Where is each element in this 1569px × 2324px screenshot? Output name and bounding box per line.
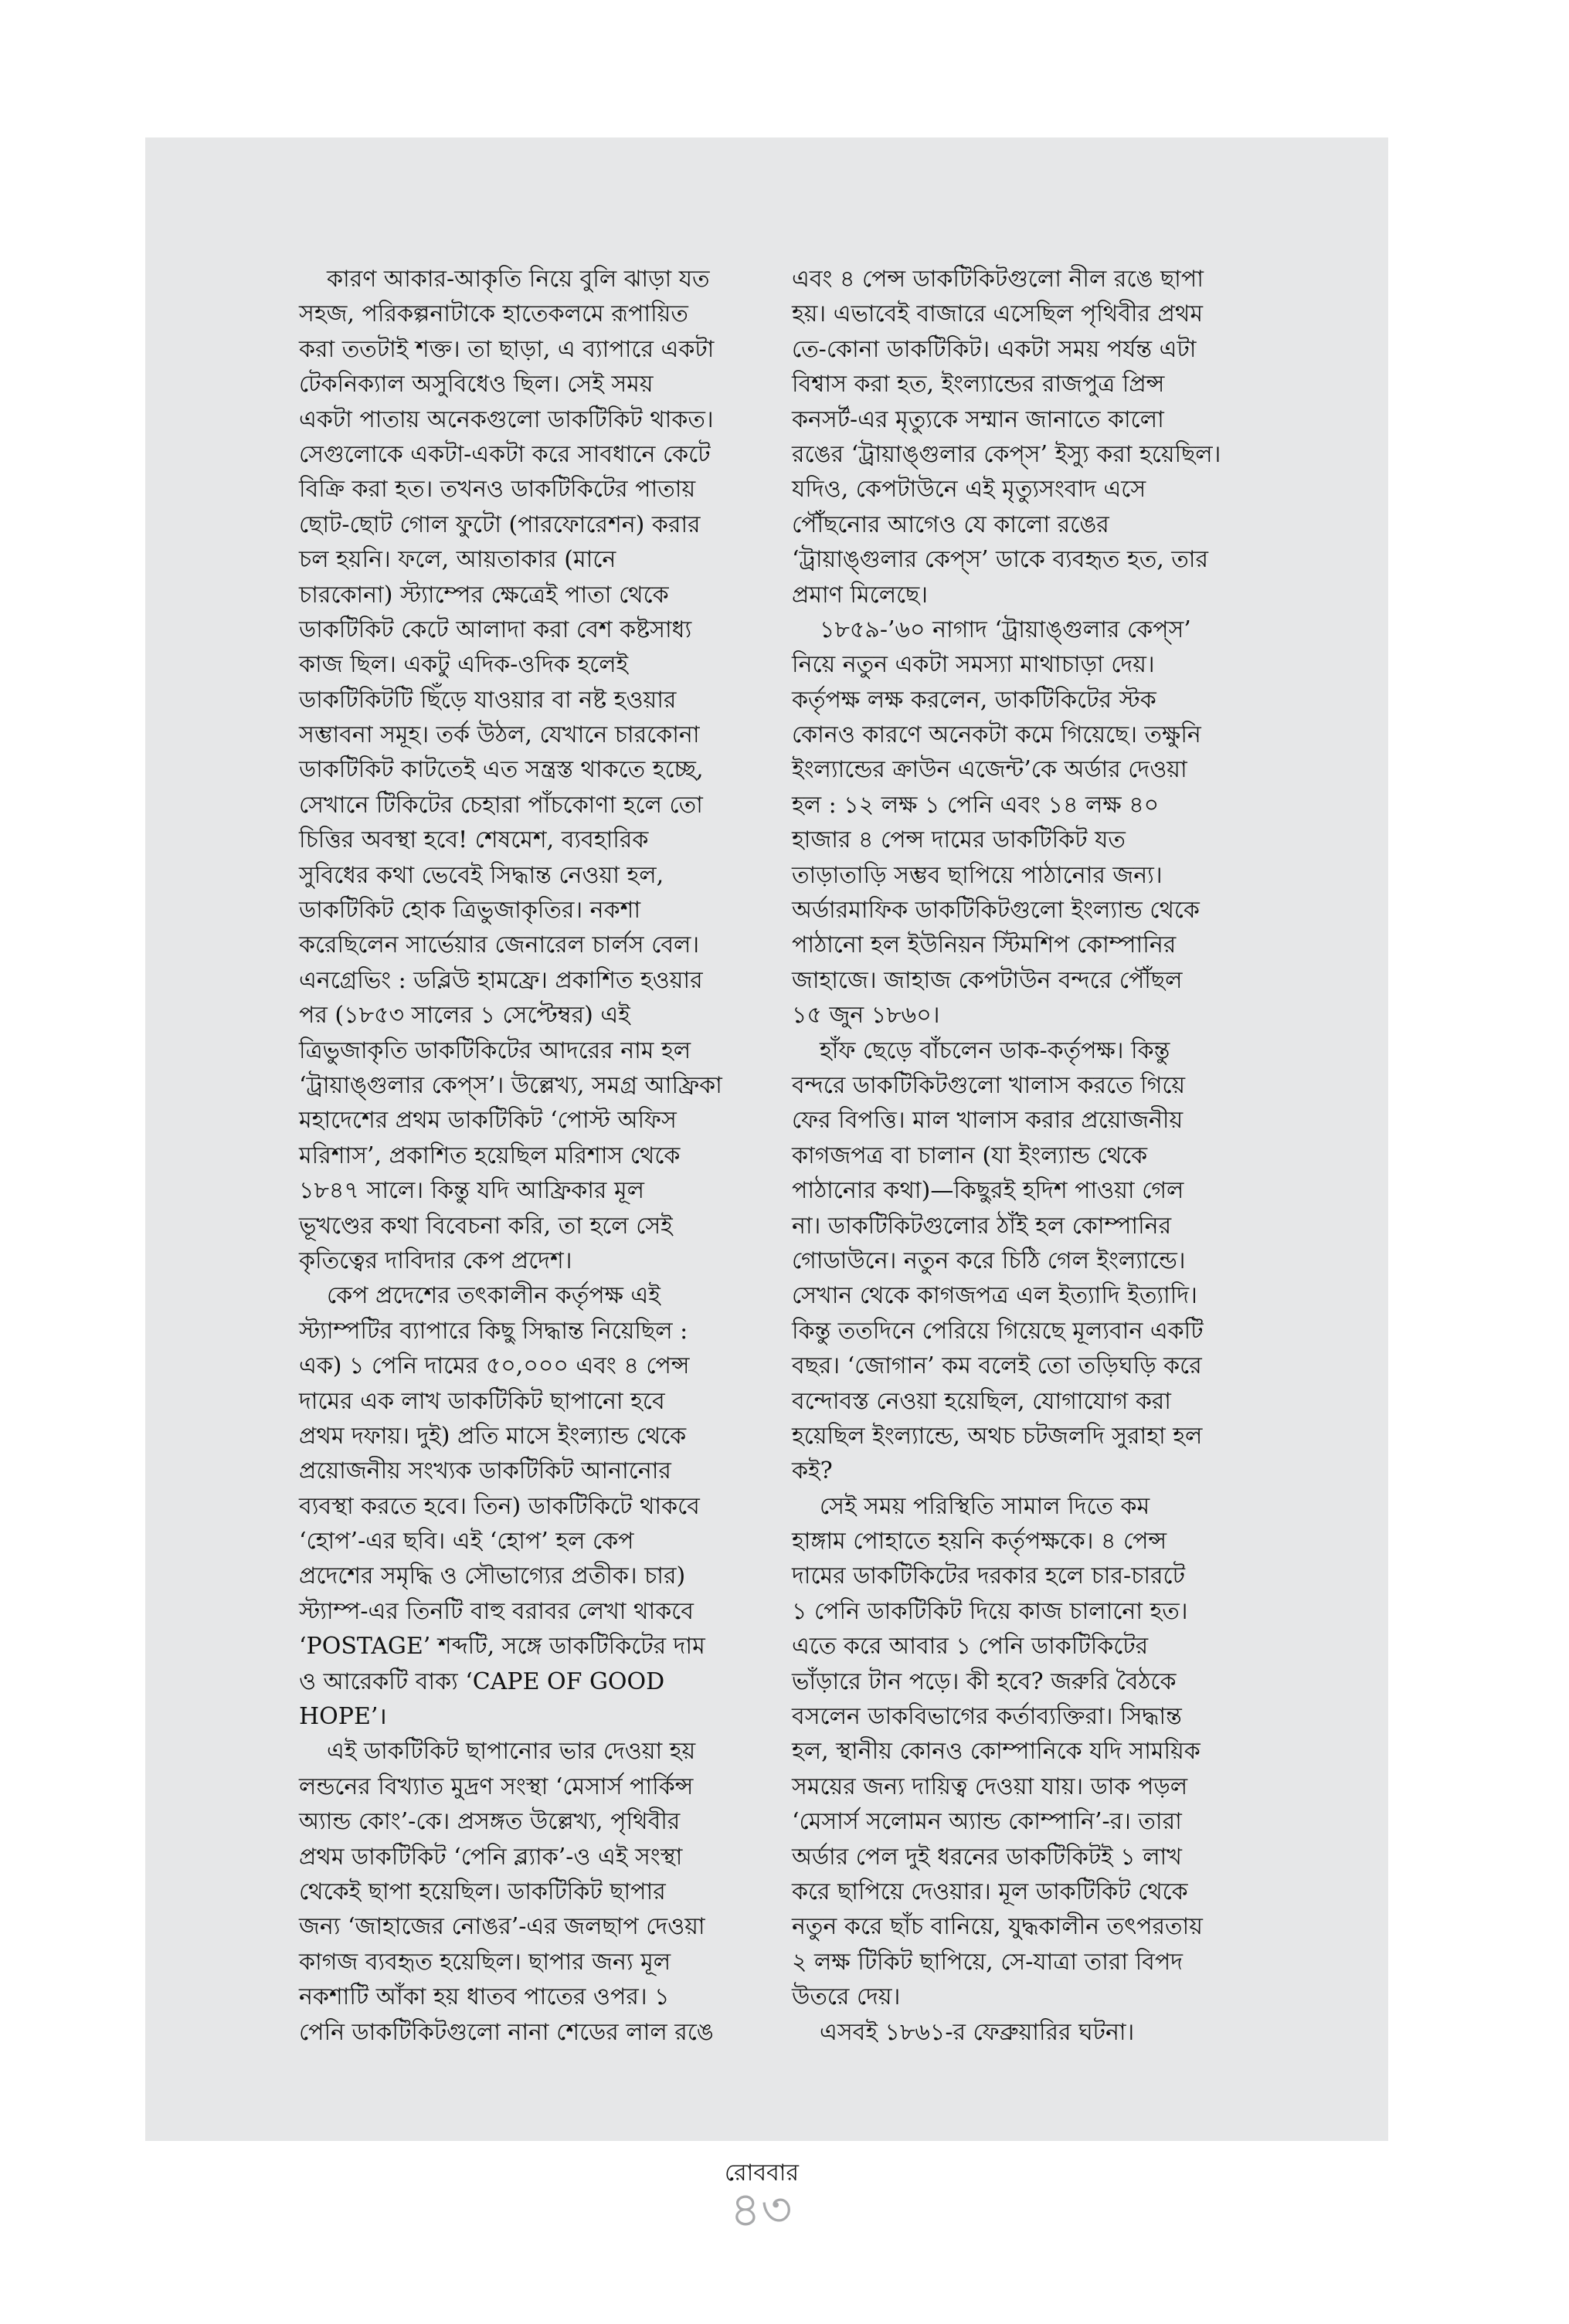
paragraph-first-line: হাঁফ ছেড়ে বাঁচলেন ডাক-কর্তৃপক্ষ। কিন্তু (820, 1036, 1170, 1064)
text-line: পাঠানোর কথা)—কিছুরই হদিশ পাওয়া গেল (792, 1177, 1184, 1205)
text-line: করা ততটাই শক্ত। তা ছাড়া, এ ব্যাপারে একটা (299, 335, 715, 363)
text-line: সুবিধের কথা ভেবেই সিদ্ধান্ত নেওয়া হল, (299, 861, 664, 889)
text-line: পেনি ডাকটিকিটগুলো নানা শেডের লাল রঙে (299, 2018, 714, 2046)
text-line: রঙের ‘ট্রায়াঙ্গুলার কেপ্‌স’ ইস্যু করা হয়েছিল। (792, 440, 1221, 468)
text-line: প্রয়োজনীয় সংখ্যক ডাকটিকিট আনানোর (299, 1457, 671, 1485)
text-line: কৃতিত্বের দাবিদার কেপ প্রদেশ। (299, 1247, 572, 1274)
text-line: ভূখণ্ডের কথা বিবেচনা করি, তা হলে সেই (299, 1212, 673, 1240)
text-line: কাজ ছিল। একটু এদিক-ওদিক হলেই (299, 651, 629, 679)
text-line: সেখানে টিকিটের চেহারা পাঁচকোণা হলে তো (299, 791, 703, 819)
text-line: HOPE’। (299, 1703, 387, 1731)
text-line: দামের ডাকটিকিটের দরকার হলে চার-চারটে (792, 1562, 1185, 1590)
text-line: তে-কোনা ডাকটিকিট। একটা সময় পর্যন্ত এটা (792, 335, 1197, 363)
text-line: সেগুলোকে একটা-একটা করে সাবধানে কেটে (299, 440, 711, 468)
text-line: মহাদেশের প্রথম ডাকটিকিট ‘পোস্ট অফিস (299, 1107, 677, 1135)
paragraph-first-line: সেই সময় পরিস্থিতি সামাল দিতে কম (820, 1492, 1150, 1520)
text-line: বন্দোবস্ত নেওয়া হয়েছিল, যোগাযোগ করা (792, 1387, 1172, 1415)
text-line: নিয়ে নতুন একটা সমস্যা মাথাচাড়া দেয়। (792, 651, 1155, 679)
text-line: ডাকটিকিট কাটতেই এত সন্ত্রস্ত থাকতে হচ্ছে, (299, 756, 704, 784)
text-line: কোনও কারণে অনেকটা কমে গিয়েছে। তক্ষুনি (792, 721, 1201, 749)
text-line: প্রথম ডাকটিকিট ‘পেনি ব্ল্যাক’-ও এই সংস্থা (299, 1843, 683, 1871)
text-line: ২ লক্ষ টিকিট ছাপিয়ে, সে-যাত্রা তারা বিপদ (792, 1948, 1183, 1976)
text-line: বন্দরে ডাকটিকিটগুলো খালাস করতে গিয়ে (792, 1071, 1186, 1099)
text-line: কর্তৃপক্ষ লক্ষ করলেন, ডাকটিকিটের স্টক (792, 686, 1156, 714)
text-line: ডাকটিকিট হোক ত্রিভুজাকৃতির। নকশা (299, 897, 641, 925)
text-line: কাগজপত্র বা চালান (যা ইংল্যান্ড থেকে (792, 1142, 1148, 1169)
text-line: ‘মেসার্স সলোমন অ্যান্ড কোম্পানি’-র। তারা (792, 1808, 1182, 1836)
publication-name: রোববার (725, 2159, 799, 2187)
page-number: ৪৩ (729, 2181, 793, 2237)
article-left-column (299, 262, 755, 2050)
text-line: থেকেই ছাপা হয়েছিল। ডাকটিকিট ছাপার (299, 1878, 666, 1905)
text-line: নতুন করে ছাঁচ বানিয়ে, যুদ্ধকালীন তৎপরতায় (792, 1913, 1203, 1941)
text-line: ফের বিপত্তি। মাল খালাস করার প্রয়োজনীয় (792, 1107, 1184, 1135)
text-line: ডাকটিকিটটি ছিঁড়ে যাওয়ার বা নষ্ট হওয়ার (299, 686, 677, 714)
text-line: ‘POSTAGE’ শব্দটি, সঙ্গে ডাকটিকিটের দাম (299, 1633, 705, 1661)
text-line: ব্যবস্থা করতে হবে। তিন) ডাকটিকিটে থাকবে (299, 1492, 700, 1520)
text-line: ত্রিভুজাকৃতি ডাকটিকিটের আদরের নাম হল (299, 1036, 691, 1064)
text-line: গোডাউনে। নতুন করে চিঠি গেল ইংল্যান্ডে। (792, 1247, 1186, 1274)
text-line: ছোট-ছোট গোল ফুটো (পারফোরেশন) করার (299, 511, 701, 538)
text-line: ১৫ জুন ১৮৬০। (792, 1002, 940, 1030)
text-line: পর (১৮৫৩ সালের ১ সেপ্টেম্বর) এই (299, 1002, 630, 1030)
text-line: ইংল্যান্ডের ক্রাউন এজেন্ট’কে অর্ডার দেওয়া (792, 756, 1187, 784)
text-line: এতে করে আবার ১ পেনি ডাকটিকিটের (792, 1633, 1149, 1661)
text-line: করে ছাপিয়ে দেওয়ার। মূল ডাকটিকিট থেকে (792, 1878, 1188, 1905)
text-line: ডাকটিকিট কেটে আলাদা করা বেশ কষ্টসাধ্য (299, 616, 692, 643)
text-line: পাঠানো হল ইউনিয়ন স্টিমশিপ কোম্পানির (792, 931, 1177, 959)
text-line: প্রথম দফায়। দুই) প্রতি মাসে ইংল্যান্ড থেকে (299, 1422, 687, 1450)
paragraph-first-line: ১৮৫৯-’৬০ নাগাদ ‘ট্রায়াঙ্গুলার কেপ্‌স’ (820, 616, 1191, 643)
text-line: এক) ১ পেনি দামের ৫০,০০০ এবং ৪ পেন্স (299, 1352, 690, 1380)
text-line: তাড়াতাড়ি সম্ভব ছাপিয়ে পাঠানোর জন্য। (792, 861, 1163, 889)
text-line: অর্ডারমাফিক ডাকটিকিটগুলো ইংল্যান্ড থেকে (792, 897, 1200, 925)
text-line: একটা পাতায় অনেকগুলো ডাকটিকিট থাকত। (299, 405, 714, 433)
text-line: ‘ট্রায়াঙ্গুলার কেপ্‌স’ ডাকে ব্যবহৃত হত, তার (792, 546, 1209, 574)
text-line: ১৮৪৭ সালে। কিন্তু যদি আফ্রিকার মূল (299, 1177, 644, 1205)
text-line: অ্যান্ড কোং’-কে। প্রসঙ্গত উল্লেখ্য, পৃথিবীর (299, 1808, 681, 1836)
paragraph-first-line: কারণ আকার-আকৃতি নিয়ে বুলি ঝাড়া যত (327, 266, 710, 293)
text-line: হয়। এভাবেই বাজারে এসেছিল পৃথিবীর প্রথম (792, 300, 1204, 328)
article-right-column (792, 262, 1248, 2050)
text-line: চিত্তির অবস্থা হবে! শেষমেশ, ব্যবহারিক (299, 826, 649, 854)
text-line: বছর। ‘জোগান’ কম বলেই তো তড়িঘড়ি করে (792, 1352, 1202, 1380)
text-line: বসলেন ডাকবিভাগের কর্তাব্যক্তিরা। সিদ্ধান্ত (792, 1703, 1182, 1731)
text-line: ও আরেকটি বাক্য ‘CAPE OF GOOD (299, 1668, 665, 1695)
text-line: সহজ, পরিকল্পনাটাকে হাতেকলমে রূপায়িত (299, 300, 688, 328)
text-line: ১ পেনি ডাকটিকিট দিয়ে কাজ চালানো হত। (792, 1597, 1188, 1625)
text-line: দামের এক লাখ ডাকটিকিট ছাপানো হবে (299, 1387, 665, 1415)
text-line: হয়েছিল ইংল্যান্ডে, অথচ চটজলদি সুরাহা হল (792, 1422, 1203, 1450)
text-line: হাজার ৪ পেন্স দামের ডাকটিকিট যত (792, 826, 1126, 854)
text-line: নকশাটি আঁকা হয় ধাতব পাতের ওপর। ১ (299, 1983, 670, 2011)
text-line: কনসর্ট-এর মৃত্যুকে সম্মান জানাতে কালো (792, 405, 1164, 433)
text-line: স্ট্যাম্পটির ব্যাপারে কিছু সিদ্ধান্ত নিয়েছিল : (299, 1317, 688, 1345)
text-line: চল হয়নি। ফলে, আয়তাকার (মানে (299, 546, 616, 574)
text-line: চারকোনা) স্ট্যাম্পের ক্ষেত্রেই পাতা থেকে (299, 581, 669, 609)
text-line: লন্ডনের বিখ্যাত মুদ্রণ সংস্থা ‘মেসার্স পার্কিন্স (299, 1773, 694, 1800)
text-line: কই? (792, 1457, 833, 1485)
text-line: অর্ডার পেল দুই ধরনের ডাকটিকিটই ১ লাখ (792, 1843, 1182, 1871)
text-line: বিক্রি করা হত। তখনও ডাকটিকিটের পাতায় (299, 476, 696, 504)
text-line: ভাঁড়ারে টান পড়ে। কী হবে? জরুরি বৈঠকে (792, 1668, 1177, 1695)
text-line: হল, স্থানীয় কোনও কোম্পানিকে যদি সাময়িক (792, 1738, 1201, 1766)
text-line: সম্ভাবনা সমূহ। তর্ক উঠল, যেখানে চারকোনা (299, 721, 700, 749)
text-line: মরিশাস’, প্রকাশিত হয়েছিল মরিশাস থেকে (299, 1142, 681, 1169)
text-line: ‘হোপ’-এর ছবি। এই ‘হোপ’ হল কেপ (299, 1528, 634, 1556)
text-line: সেখান থেকে কাগজপত্র এল ইত্যাদি ইত্যাদি। (792, 1282, 1197, 1310)
text-line: প্রমাণ মিলেছে। (792, 581, 929, 609)
text-line: কিন্তু ততদিনে পেরিয়ে গিয়েছে মূল্যবান একটি (792, 1317, 1204, 1345)
text-line: না। ডাকটিকিটগুলোর ঠাঁই হল কোম্পানির (792, 1212, 1172, 1240)
paragraph-first-line: কেপ প্রদেশের তৎকালীন কর্তৃপক্ষ এই (327, 1282, 661, 1310)
text-line: প্রদেশের সমৃদ্ধি ও সৌভাগ্যের প্রতীক। চার) (299, 1562, 686, 1590)
text-line: হল : ১২ লক্ষ ১ পেনি এবং ১৪ লক্ষ ৪০ (792, 791, 1160, 819)
text-line: জাহাজে। জাহাজ কেপটাউন বন্দরে পৌঁছল (792, 966, 1183, 994)
text-line: জন্য ‘জাহাজের নোঙর’-এর জলছাপ দেওয়া (299, 1913, 705, 1941)
paragraph-first-line: এসবই ১৮৬১-র ফেব্রুয়ারির ঘটনা। (820, 2018, 1135, 2046)
text-line: ‘ট্রায়াঙ্গুলার কেপ্‌স’। উল্লেখ্য, সমগ্র আফ্রিকা (299, 1071, 722, 1099)
text-line: পৌঁছনোর আগেও যে কালো রঙের (792, 511, 1109, 538)
text-line: টেকনিক্যাল অসুবিধেও ছিল। সেই সময় (299, 371, 654, 399)
text-line: হাঙ্গাম পোহাতে হয়নি কর্তৃপক্ষকে। ৪ পেন্স (792, 1528, 1167, 1556)
text-line: যদিও, কেপটাউনে এই মৃত্যুসংবাদ এসে (792, 476, 1146, 504)
text-line: বিশ্বাস করা হত, ইংল্যান্ডের রাজপুত্র প্রিন্স (792, 371, 1165, 399)
text-line: স্ট্যাম্প-এর তিনটি বাহু বরাবর লেখা থাকবে (299, 1597, 694, 1625)
text-line: এবং ৪ পেন্স ডাকটিকিটগুলো নীল রঙে ছাপা (792, 266, 1204, 293)
text-line: সময়ের জন্য দায়িত্ব দেওয়া যায়। ডাক পড়ল (792, 1773, 1188, 1800)
text-line: করেছিলেন সার্ভেয়ার জেনারেল চার্লস বেল। (299, 931, 700, 959)
text-line: এনগ্রেভিং : ডব্লিউ হামফ্রে। প্রকাশিত হওয়ার (299, 966, 703, 994)
text-line: কাগজ ব্যবহৃত হয়েছিল। ছাপার জন্য মূল (299, 1948, 671, 1976)
paragraph-first-line: এই ডাকটিকিট ছাপানোর ভার দেওয়া হয় (327, 1738, 696, 1766)
text-line: উতরে দেয়। (792, 1983, 901, 2011)
